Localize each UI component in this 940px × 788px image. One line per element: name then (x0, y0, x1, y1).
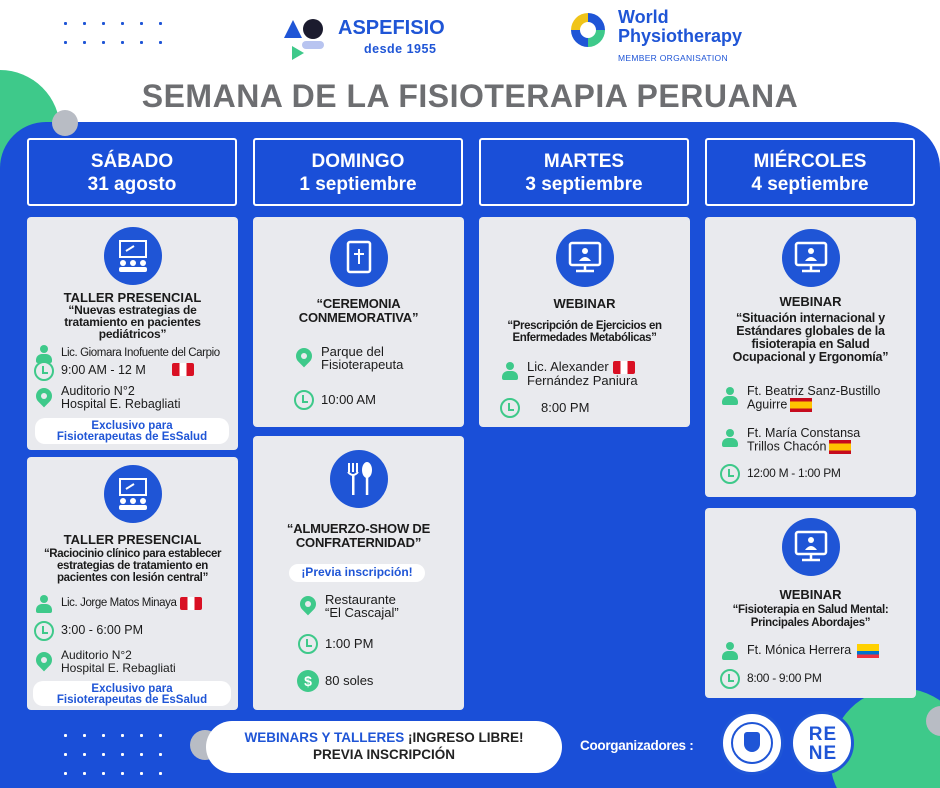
speaker-line: Fernández Paniura (527, 373, 638, 389)
event-card-webinar-miercoles-1 (705, 217, 916, 497)
clock-icon (720, 669, 740, 689)
time-row (719, 668, 822, 690)
partner-line1: World (618, 7, 669, 27)
spain-flag-icon (790, 398, 812, 412)
place-line: Parque del (321, 344, 384, 359)
spain-flag-icon (829, 440, 851, 454)
rene-logo-text: RE NE (808, 724, 838, 764)
peru-flag-icon (172, 363, 194, 376)
event-desc-line: “CEREMONIA (316, 296, 401, 311)
day-date: 31 agosto (87, 174, 177, 195)
event-price: 80 soles (325, 673, 374, 688)
speaker-row (719, 427, 860, 454)
speaker-name: Lic. Alexander (527, 359, 609, 374)
peru-flag-icon (180, 597, 202, 610)
free-entry-banner (206, 721, 562, 773)
event-time: 12:00 M - 1:00 PM (747, 466, 841, 480)
event-desc-line: estrategias de tratamiento en (56, 560, 209, 572)
speaker-line (747, 398, 880, 412)
person-icon (721, 387, 739, 405)
event-card-almuerzo (253, 436, 464, 710)
event-card-ceremonia (253, 217, 464, 427)
day-name: MIÉRCOLES (753, 151, 867, 172)
event-card-webinar-martes (479, 217, 690, 427)
time-row (293, 389, 376, 411)
banner-rest: ¡INGRESO LIBRE! (404, 730, 524, 745)
world-physiotherapy-logo (568, 8, 768, 68)
speaker-line: Ft. María Constansa (747, 426, 861, 440)
event-desc-line: “Raciocinio clínico para establecer (43, 548, 222, 560)
event-time: 8:00 PM (541, 400, 590, 415)
coorganizer-seal-logo (720, 711, 784, 775)
time-row (499, 397, 589, 419)
ecuador-flag-icon (857, 644, 879, 658)
event-desc-line: CONFRATERNIDAD” (295, 535, 422, 550)
rene-logo (790, 711, 854, 775)
time-row (33, 360, 194, 382)
banner-line1 (206, 729, 562, 746)
place-line: Fisioterapeuta (321, 357, 404, 372)
speaker-name: Ft. Mónica Herrera (747, 643, 852, 657)
speaker-row (499, 360, 638, 387)
location-pin-icon (293, 345, 316, 368)
event-desc-line: Principales Abordajes” (750, 617, 871, 629)
book-icon (330, 229, 388, 287)
banner-highlight: WEBINARS Y TALLERES (244, 730, 405, 745)
page-title: SEMANA DE LA FISIOTERAPIA PERUANA (141, 78, 799, 114)
event-card-webinar-miercoles-2 (705, 508, 916, 698)
speaker-line (527, 360, 638, 374)
partner-sub: MEMBER ORGANISATION (618, 53, 728, 63)
presentation-icon (104, 465, 162, 523)
day-name: SÁBADO (90, 151, 174, 172)
event-desc-line: CONMEMORATIVA” (298, 310, 419, 325)
speaker-line: Ft. Beatriz Sanz-Bustillo (747, 384, 881, 398)
note-line: Exclusivo para (91, 420, 173, 432)
event-desc-line: pediátricos” (98, 327, 167, 341)
event-desc-line: “Prescripción de Ejercicios en (507, 320, 662, 332)
event-desc-line: “Nuevas estrategias de (68, 303, 197, 317)
place-row (297, 593, 399, 619)
price-row (297, 670, 373, 692)
clock-icon (34, 621, 54, 641)
time-row (297, 633, 373, 655)
event-card-taller-2 (27, 457, 238, 710)
aspefisio-logo-icon (280, 12, 330, 62)
place-row (33, 649, 176, 675)
speaker-name: Lic. Giomara Inofuente del Carpio (61, 347, 220, 359)
place-line: Hospital E. Rebagliati (61, 397, 181, 411)
location-pin-icon (297, 593, 320, 616)
event-desc-line: “Situación internacional y (736, 311, 885, 325)
speaker-row (719, 640, 879, 662)
place-line: Hospital E. Rebagliati (61, 661, 176, 675)
place-line: Restaurante (325, 592, 396, 607)
speaker-name: Trillos Chacón (747, 439, 827, 454)
day-date: 3 septiembre (525, 174, 643, 195)
registration-note: ¡Previa inscripción! (289, 564, 425, 582)
clock-icon (34, 361, 54, 381)
place-row (293, 345, 403, 371)
event-desc-line: “ALMUERZO-SHOW DE (286, 521, 431, 536)
event-desc-line: Estándares globales de la (736, 324, 885, 338)
brand-name: ASPEFISIO (338, 17, 445, 39)
event-type: WEBINAR (779, 294, 842, 309)
location-pin-icon (33, 385, 56, 408)
clock-icon (500, 398, 520, 418)
place-row (33, 385, 181, 411)
event-type: WEBINAR (553, 296, 616, 311)
clock-icon (720, 464, 740, 484)
speaker-name: Lic. Jorge Matos Minaya (61, 597, 177, 609)
speaker-row (719, 385, 880, 412)
exclusive-note (35, 418, 229, 444)
event-time: 1:00 PM (325, 636, 374, 651)
day-name: DOMINGO (311, 151, 405, 172)
event-desc-line: “Fisioterapia en Salud Mental: (732, 604, 889, 616)
speaker-name: Aguirre (747, 397, 788, 412)
clock-icon (298, 634, 318, 654)
event-desc-line: Ocupacional y Ergonomía” (732, 350, 889, 364)
aspefisio-logo (280, 12, 460, 62)
dollar-icon: $ (297, 670, 319, 692)
note-line: Exclusivo para (91, 683, 173, 695)
day-date: 4 septiembre (751, 174, 869, 195)
note-line: Fisioterapeutas de EsSalud (56, 431, 208, 443)
event-desc-line: fisioterapia en Salud (751, 337, 870, 351)
event-type: WEBINAR (779, 587, 842, 602)
speaker-line (747, 440, 860, 454)
computer-icon (782, 518, 840, 576)
clock-icon (294, 390, 314, 410)
brand-since: desde 1955 (364, 42, 437, 56)
time-row (33, 620, 143, 642)
event-type: TALLER PRESENCIAL (63, 532, 202, 547)
event-desc-line: pacientes con lesión central” (56, 572, 209, 584)
event-type: TALLER PRESENCIAL (63, 290, 202, 305)
exclusive-note (33, 681, 231, 706)
event-desc-line: Enfermedades Metabólicas” (512, 332, 657, 344)
day-header-sabado (27, 138, 237, 206)
time-row (719, 463, 841, 485)
event-card-taller-1 (27, 217, 238, 450)
presentation-icon (104, 227, 162, 285)
decorative-dot-grid-bottom (56, 726, 166, 782)
computer-icon (782, 229, 840, 287)
person-icon (501, 362, 519, 380)
decorative-dot-grid-top (56, 14, 166, 58)
speaker-row (33, 593, 202, 615)
place-line: “El Cascajal” (325, 605, 399, 620)
event-time: 9:00 AM - 12 M (61, 363, 146, 377)
note-line: Fisioterapeutas de EsSalud (56, 694, 208, 706)
day-date: 1 septiembre (299, 174, 417, 195)
day-header-miercoles (705, 138, 915, 206)
event-time: 3:00 - 6:00 PM (61, 623, 143, 637)
person-icon (721, 642, 739, 660)
computer-icon (556, 229, 614, 287)
day-name: MARTES (543, 151, 625, 172)
event-desc-line: tratamiento en pacientes (64, 315, 201, 329)
day-header-martes (479, 138, 689, 206)
event-time: 8:00 - 9:00 PM (747, 671, 822, 685)
person-icon (35, 595, 53, 613)
person-icon (721, 429, 739, 447)
coorganizers-label: Coorganizadores : (580, 738, 694, 753)
cutlery-icon (330, 450, 388, 508)
event-time: 10:00 AM (321, 392, 376, 407)
place-line: Auditorio N°2 (61, 648, 132, 662)
place-line: Auditorio N°2 (61, 384, 135, 398)
partner-line2: Physiotherapy (618, 26, 743, 46)
banner-line2: PREVIA INSCRIPCIÓN (312, 747, 456, 762)
world-physiotherapy-icon (568, 10, 608, 50)
location-pin-icon (33, 649, 56, 672)
day-header-domingo (253, 138, 463, 206)
